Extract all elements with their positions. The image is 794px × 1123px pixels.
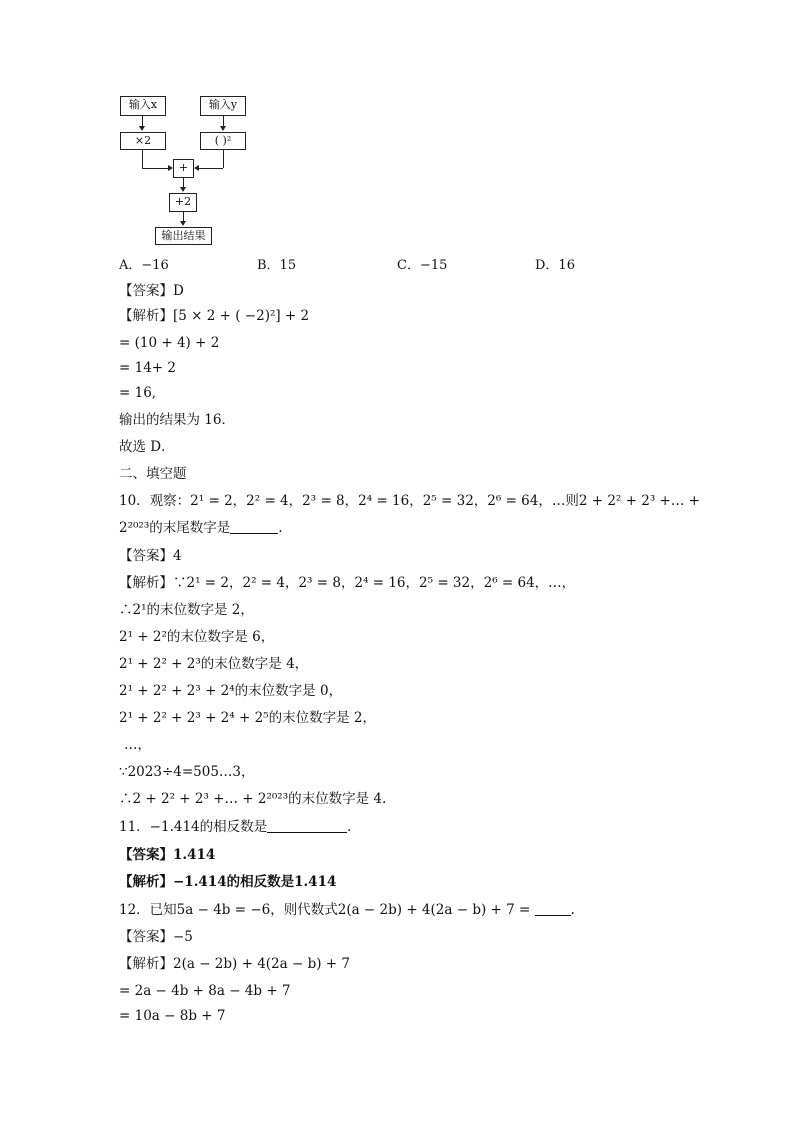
answer-options (119, 254, 719, 274)
flowchart (110, 92, 270, 252)
arrow-down-icon (180, 221, 186, 226)
output-box: 输出结果 (155, 227, 212, 245)
q10-analysis-line-1: 【解析】∵2¹ = 2，2² = 4，2³ = 8，2⁴ = 16，2⁵ = 32，2⁶ = 64，…， (119, 575, 576, 591)
plus-two-box: +2 (169, 193, 197, 212)
connector (142, 150, 143, 168)
option-d: D．16 (535, 258, 575, 273)
q10-analysis-line-7: …， (124, 737, 151, 753)
q10-analysis-line-2: ∴2¹的末位数字是 2， (119, 602, 254, 618)
q11-stem-text: 11．−1.414的相反数是 (119, 819, 268, 835)
arrow-down-icon (139, 126, 145, 131)
answer-blank (535, 901, 571, 916)
q11-stem-end: . (347, 819, 352, 835)
q12-stem (119, 900, 575, 920)
q10-stem-line-2 (119, 518, 283, 538)
option-a: A．−16 (119, 258, 169, 273)
q10-answer: 【答案】4 (119, 548, 182, 564)
square-box: ( )² (200, 132, 246, 150)
q11-stem (119, 817, 351, 837)
input-x-box: 输入x (120, 96, 166, 116)
q12-analysis-line-3: = 10a − 8b + 7 (119, 1008, 226, 1024)
q10-analysis-line-5: 2¹ + 2² + 2³ + 2⁴的末位数字是 0， (119, 683, 343, 699)
q12-stem-end: . (570, 902, 575, 918)
q10-analysis-line-4: 2¹ + 2² + 2³的末位数字是 4， (119, 656, 309, 672)
times-two-box: ×2 (120, 132, 166, 150)
q10-stem-line-1: 10．观察：2¹ = 2，2² = 4，2³ = 8，2⁴ = 16，2⁵ = 32，2⁶ = 64，…则2 + 2² + 2³ +… + (119, 493, 700, 509)
q10-analysis-line-8: ∵2023÷4=505…3， (119, 764, 255, 780)
q9-analysis-line-5: 输出的结果为 16． (119, 412, 235, 428)
q10-analysis-line-6: 2¹ + 2² + 2³ + 2⁴ + 2⁵的末位数字是 2， (119, 710, 376, 726)
option-b: B．15 (257, 258, 297, 273)
answer-blank (267, 818, 347, 833)
option-c: C．−15 (397, 258, 448, 273)
q11-analysis: 【解析】−1.414的相反数是1.414 (119, 874, 337, 890)
q9-analysis-line-4: = 16, (119, 385, 157, 401)
q10-stem-text: 2²⁰²³的末尾数字是 (119, 520, 231, 536)
q10-analysis-line-3: 2¹ + 2²的末位数字是 6， (119, 629, 275, 645)
q11-answer: 【答案】1.414 (119, 847, 216, 863)
q12-analysis-line-2: = 2a − 4b + 8a − 4b + 7 (119, 983, 291, 999)
q9-analysis-line-6: 故选 D． (119, 439, 175, 455)
input-y-box: 输入y (200, 96, 246, 116)
connector (223, 150, 224, 168)
q12-analysis-line-1: 【解析】2(a − 2b) + 4(2a − b) + 7 (119, 956, 350, 972)
plus-box: + (173, 159, 194, 178)
section-heading: 二、填空题 (119, 466, 187, 482)
arrow-left-icon (194, 165, 199, 171)
q12-answer: 【答案】−5 (119, 929, 193, 945)
arrow-down-icon (220, 126, 226, 131)
arrow-down-icon (180, 187, 186, 192)
q9-analysis-line-1: 【解析】[5 × 2 + ( −2)²] + 2 (119, 308, 310, 324)
answer-blank (230, 519, 278, 534)
q10-stem-end: . (278, 520, 283, 536)
q10-analysis-line-9: ∴2 + 2² + 2³ +… + 2²⁰²³的末位数字是 4. (119, 791, 387, 807)
q9-analysis-line-3: = 14+ 2 (119, 360, 176, 376)
q12-stem-text: 12．已知5a − 4b = −6，则代数式2(a − 2b) + 4(2a − b) + 7 = (119, 902, 531, 918)
connector (142, 168, 169, 169)
connector (198, 168, 223, 169)
q9-analysis-line-2: = (10 + 4) + 2 (119, 335, 220, 351)
q9-answer: 【答案】D (119, 283, 184, 299)
